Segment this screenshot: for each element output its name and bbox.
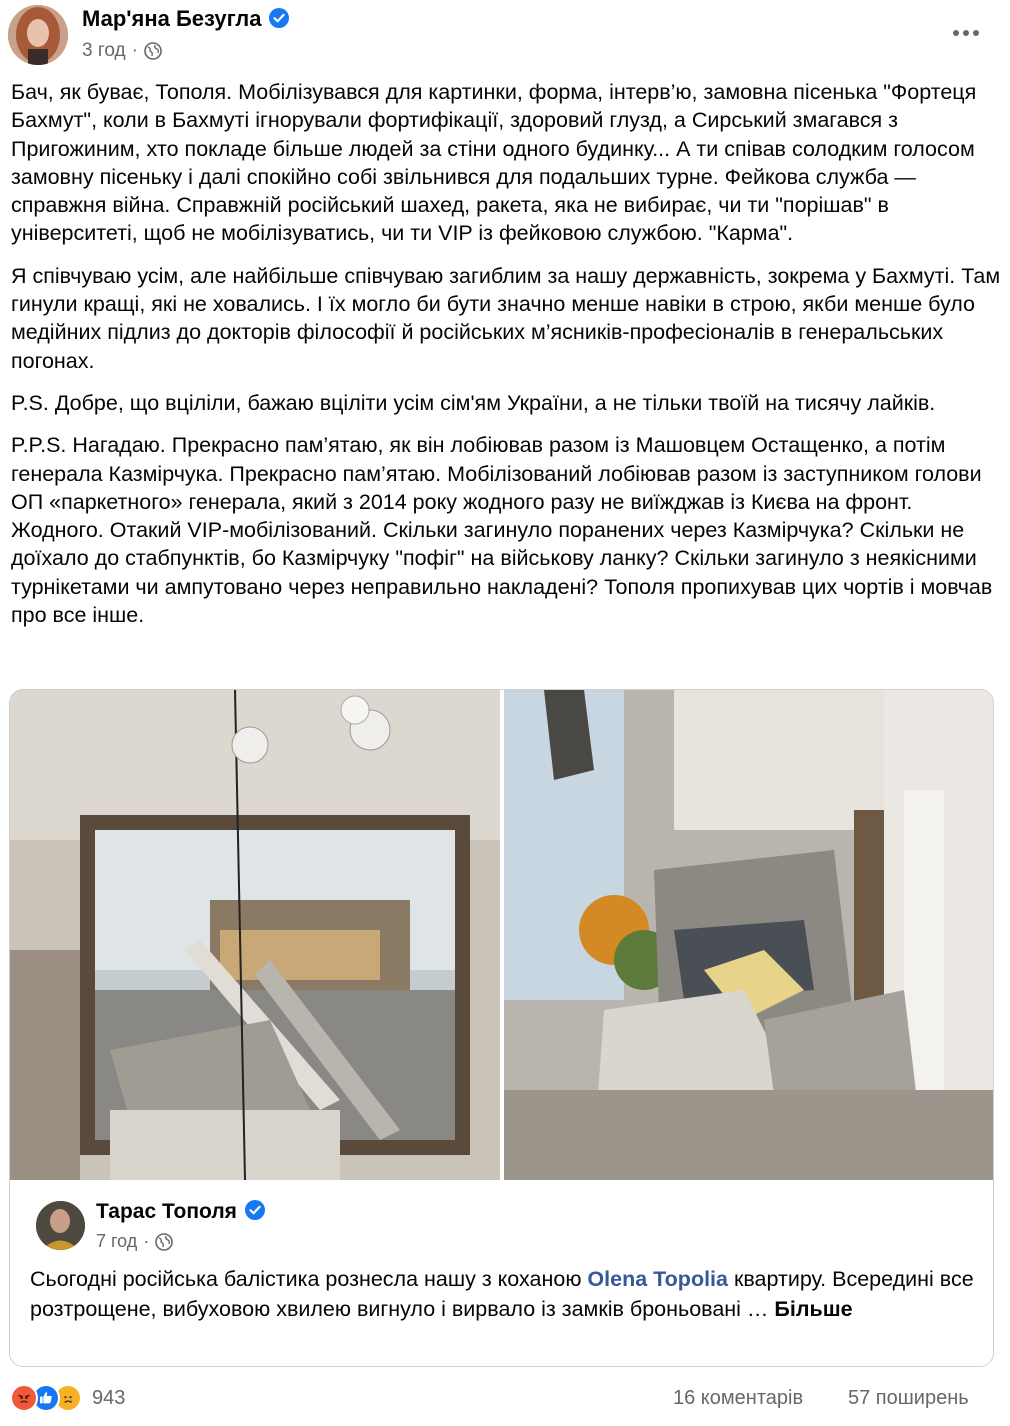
globe-icon: [155, 1233, 173, 1251]
shared-photo-left[interactable]: [10, 690, 500, 1180]
shared-photo-right[interactable]: [504, 690, 994, 1180]
meta-separator: ·: [143, 1231, 150, 1251]
meta-separator: ·: [131, 40, 138, 61]
globe-icon: [144, 42, 162, 60]
post-paragraph: P.P.S. Нагадаю. Прекрасно пам’ятаю, як він лобіював разом із Машовцем Остащенко, а потім генерала Казмірчука. Прекрасно пам’ятаю. Мобілізований лобіював разом із заступником голови ОП «паркетного» генерала, який з 2014 року жодного разу не виїжджав із Києва на фронт. Жодного. Отакий VIP-мобілізований. Скільки загинуло поранених через Казмірчука? Скільки не доїхало до стабпунктів, бо Казмірчуку "пофіг" на військову ланку? Скільки загинуло з неякісними турнікетами чи ампутовано через неправильно накладені? Тополя пропихував цих чортів і мовчав про все інше.: [11, 433, 993, 628]
shares-count[interactable]: 57 поширень: [848, 1387, 969, 1409]
author-name[interactable]: [82, 6, 289, 32]
post-time[interactable]: 3 год: [82, 40, 126, 61]
more-icon[interactable]: [948, 18, 984, 48]
angry-reaction-icon: [10, 1384, 38, 1412]
post-header: [0, 0, 1010, 80]
reactions-summary[interactable]: [10, 1384, 125, 1412]
post-paragraph: Бач, як буває, Тополя. Мобілізувався для картинки, форма, інтерв’ю, замовна пісенька "Фортеця Бахмут", коли в Бахмуті ігнорували фортифікації, здоровий глузд, а Сирський змагався з Пригожиним, хто покладе більше людей за стіни одного будинку... А ти співав солодким голосом замовну пісеньку і далі спокійно собі звільнився для подальших турне. Фейкова служба — справжня війна. Справжній російський шахед, ракета, яка не вибирає, чи ти "порішав" в університеті, щоб не мобілізуватись, чи ти VIP із фейковою службою. "Карма".: [11, 80, 977, 246]
post-meta: [82, 40, 162, 62]
shared-post[interactable]: [9, 689, 994, 1367]
verified-icon: [269, 8, 289, 28]
shared-author-avatar[interactable]: [36, 1201, 85, 1250]
shared-time[interactable]: 7 год: [96, 1231, 138, 1251]
post-paragraph: Я співчуваю усім, але найбільше співчуваю загиблим за нашу державність, зокрема у Бахмуті. Там гинули кращі, які не ховались. І їх могло би бути значно менше навіки в строю, якби менше було медійних підлиз до докторів філософії й російських м’ясників-професіоналів в генеральських погонах.: [11, 263, 1001, 373]
see-more-link[interactable]: Більше: [774, 1297, 853, 1321]
author-name-text[interactable]: Мар'яна Безугла: [82, 6, 262, 31]
verified-icon: [245, 1200, 265, 1220]
author-avatar[interactable]: [8, 5, 68, 65]
shared-text: [30, 1264, 980, 1324]
post-paragraph: P.S. Добре, що вціліли, бажаю вціліти усім сім'ям України, а не тільки твоїй на тисячу лайків.: [11, 390, 936, 415]
reaction-count[interactable]: 943: [92, 1386, 126, 1409]
post-footer: [0, 1380, 1010, 1420]
post-text: [11, 78, 1001, 643]
shared-author-name-text[interactable]: Тарас Тополя: [96, 1200, 237, 1223]
comments-count[interactable]: 16 коментарів: [673, 1387, 804, 1409]
shared-text-before: Сьогодні російська балістика рознесла нашу з коханою: [30, 1267, 588, 1291]
shared-meta: [96, 1231, 173, 1252]
shared-text-after: квартиру. Всередині все розтрощене, вибуховою хвилею вигнуло і вирвало із замків броньовані …: [30, 1267, 974, 1321]
mention-link[interactable]: Olena Topolia: [587, 1267, 728, 1291]
shared-author-name[interactable]: [96, 1200, 265, 1224]
